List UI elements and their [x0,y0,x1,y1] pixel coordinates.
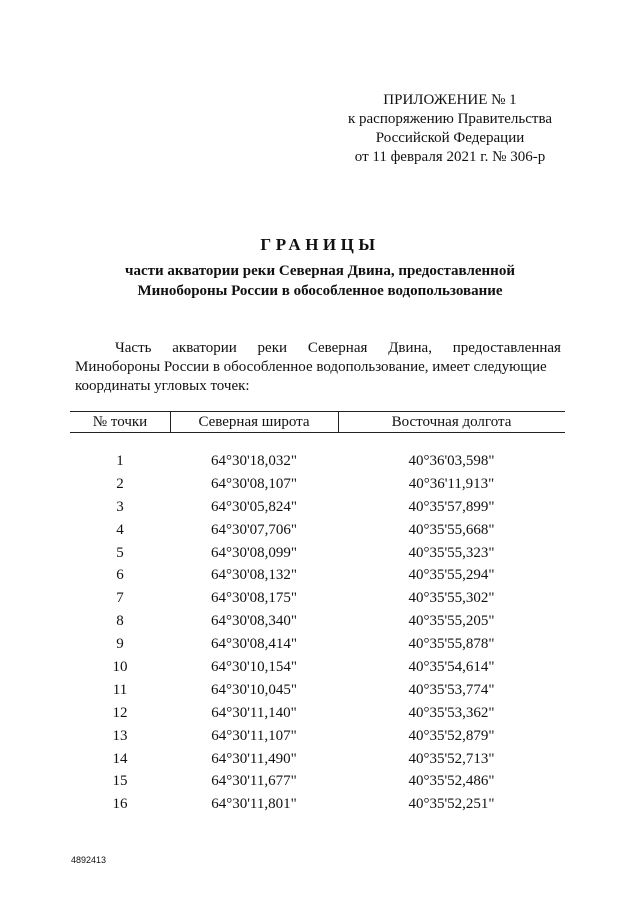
latitude-cell: 64°30'05,824" [210,498,298,515]
intro-line-2: Минобороны России в обособленное водопользование, имеет следующие [75,359,547,375]
latitude-cell: 64°30'11,490" [211,750,297,767]
latitude-cell: 64°30'11,801" [211,796,297,813]
longitude-cell: 40°35'53,774" [408,681,495,698]
point-number: 11 [112,681,128,698]
latitude-cell: 64°30'08,414" [210,636,298,653]
table-row [70,519,565,542]
intro-word: Северная [307,340,368,356]
longitude-cell: 40°35'55,294" [408,567,495,584]
point-number: 10 [112,659,128,676]
table-row [70,587,565,610]
table-body [70,450,565,816]
latitude-cell: 64°30'11,107" [211,727,297,744]
intro-line-3: координаты угловых точек: [75,378,250,394]
intro-line-1 [75,339,561,358]
intro-word: Двина, [388,340,432,356]
point-number: 3 [116,498,124,515]
latitude-cell: 64°30'18,032" [210,453,298,469]
intro-word: акватории [172,340,237,356]
latitude-cell: 64°30'10,154" [210,659,298,676]
table-row [70,793,565,816]
longitude-cell: 40°35'52,879" [408,727,495,744]
point-number: 12 [112,704,128,721]
header-point-number: № точки [92,414,148,430]
point-number: 8 [116,613,124,630]
intro-paragraph [75,339,561,396]
point-number: 13 [112,727,128,744]
longitude-cell: 40°35'55,323" [408,544,495,561]
table-row [70,702,565,725]
appendix-header [336,91,564,167]
appendix-line-order: к распоряжению Правительства [347,111,552,127]
longitude-cell: 40°35'52,251" [408,796,495,813]
longitude-cell: 40°35'52,486" [408,773,495,790]
point-number: 2 [116,475,124,492]
document-subtitle [70,261,570,301]
latitude-cell: 64°30'07,706" [210,521,298,538]
latitude-cell: 64°30'08,107" [210,475,298,492]
table-top-rule [70,411,565,412]
document-title: ГРАНИЦЫ [260,235,380,254]
point-number: 5 [116,544,124,561]
table-row [70,542,565,565]
appendix-line-government: Российской Федерации [375,130,525,146]
longitude-cell: 40°36'03,598" [408,453,495,469]
latitude-cell: 64°30'08,175" [210,590,298,607]
table-row [70,473,565,496]
longitude-cell: 40°35'55,205" [408,613,495,630]
subtitle-line-1: части акватории реки Северная Двина, предоставленной [125,263,515,279]
intro-word: реки [257,340,288,356]
document-number: 4892413 [71,855,107,865]
longitude-cell: 40°35'57,899" [408,498,495,515]
table-header-rule [70,432,565,433]
intro-word: предоставленная [452,340,561,356]
table-row [70,450,565,473]
point-number: 6 [116,567,124,584]
point-number: 15 [112,773,128,790]
table-row [70,770,565,793]
subtitle-line-2: Минобороны России в обособленное водопользование [137,283,503,299]
longitude-cell: 40°35'55,878" [408,636,495,653]
longitude-cell: 40°35'54,614" [408,659,495,676]
latitude-cell: 64°30'11,140" [211,704,297,721]
longitude-cell: 40°36'11,913" [408,475,495,492]
table-row [70,679,565,702]
point-number: 1 [116,453,124,469]
table-row [70,564,565,587]
appendix-title: ПРИЛОЖЕНИЕ № 1 [383,92,517,108]
point-number: 7 [116,590,124,607]
point-number: 16 [112,796,128,813]
point-number: 4 [116,521,124,538]
longitude-cell: 40°35'53,362" [408,704,495,721]
longitude-cell: 40°35'55,302" [408,590,495,607]
table-row [70,633,565,656]
header-latitude: Северная широта [198,414,310,430]
intro-word: Часть [115,340,152,356]
appendix-line-date: от 11 февраля 2021 г. № 306-р [354,149,546,165]
latitude-cell: 64°30'08,132" [210,567,298,584]
header-longitude: Восточная долгота [391,414,512,430]
latitude-cell: 64°30'08,340" [210,613,298,630]
table-row [70,748,565,771]
longitude-cell: 40°35'52,713" [408,750,495,767]
point-number: 14 [112,750,128,767]
latitude-cell: 64°30'10,045" [210,681,298,698]
table-row [70,656,565,679]
latitude-cell: 64°30'08,099" [210,544,298,561]
latitude-cell: 64°30'11,677" [211,773,297,790]
table-row [70,610,565,633]
table-row [70,496,565,519]
table-row [70,725,565,748]
longitude-cell: 40°35'55,668" [408,521,495,538]
point-number: 9 [116,636,124,653]
